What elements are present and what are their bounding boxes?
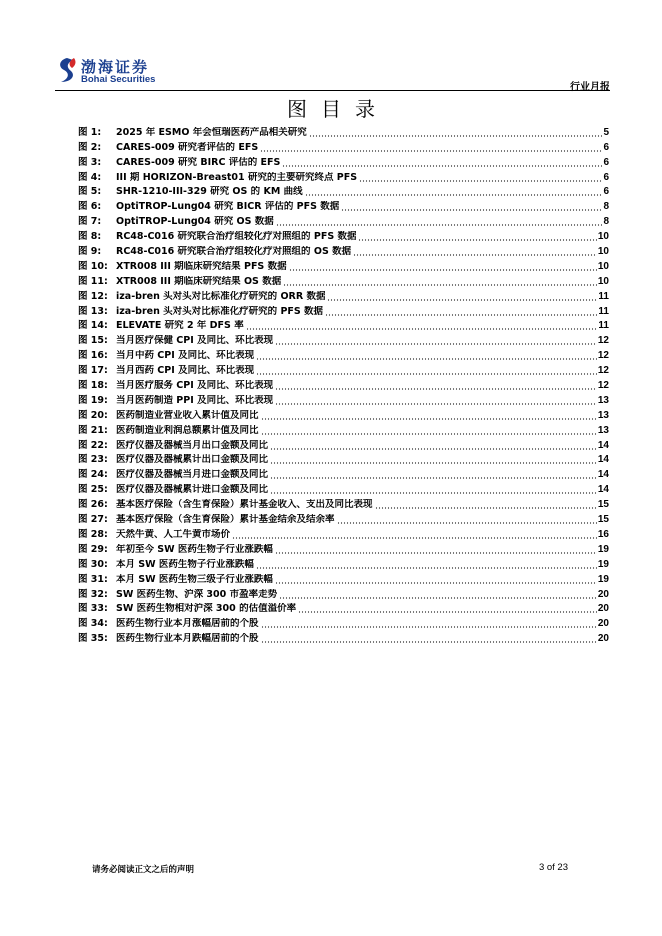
toc-dot-leader xyxy=(283,284,597,286)
toc-figure-number: 图 8: xyxy=(78,231,102,243)
toc-figure-title: iza-bren 头对头对比标准化疗研究的 ORR 数据 xyxy=(116,290,326,302)
toc-figure-number: 图 31: xyxy=(78,573,108,585)
toc-figure-title: SW 医药生物、沪深 300 市盈率走势 xyxy=(116,588,278,600)
toc-entry[interactable] xyxy=(78,139,609,154)
toc-dot-leader xyxy=(246,328,598,330)
toc-page-number: 19 xyxy=(597,543,609,555)
page-title: 图目录 xyxy=(287,97,389,121)
toc-figure-title: 年初至今 SW 医药生物子行业涨跌幅 xyxy=(116,543,273,555)
toc-entry[interactable] xyxy=(78,213,609,228)
toc-figure-number: 图 33: xyxy=(78,603,108,615)
toc-figure-title: 基本医疗保险（含生育保险）累计基金收入、支出及同比表现 xyxy=(116,499,373,511)
toc-page-number: 6 xyxy=(603,171,609,183)
toc-figure-number: 图 18: xyxy=(78,380,108,392)
toc-dot-leader xyxy=(359,180,602,182)
toc-figure-title: 2025 年 ESMO 年会恒瑞医药产品相关研究 xyxy=(116,126,307,138)
toc-entry[interactable] xyxy=(78,466,609,481)
toc-entry[interactable] xyxy=(78,615,609,630)
toc-page-number: 10 xyxy=(597,260,609,272)
toc-dot-leader xyxy=(270,477,597,479)
toc-entry[interactable] xyxy=(78,571,609,586)
toc-entry[interactable] xyxy=(78,586,609,601)
toc-entry[interactable] xyxy=(78,258,609,273)
toc-entry[interactable] xyxy=(78,169,609,184)
toc-page-number: 14 xyxy=(597,439,609,451)
toc-figure-number: 图 6: xyxy=(78,201,102,213)
toc-entry[interactable] xyxy=(78,243,609,258)
toc-figure-title: iza-bren 头对头对比标准化疗研究的 PFS 数据 xyxy=(116,305,324,317)
toc-page-number: 12 xyxy=(597,335,609,347)
toc-figure-number: 图 26: xyxy=(78,499,108,511)
bohai-logo-icon xyxy=(55,57,79,85)
toc-figure-title: 医药生物行业本月跌幅居前的个股 xyxy=(116,633,259,645)
toc-figure-title: CARES-009 研究 BIRC 评估的 EFS xyxy=(116,156,281,168)
toc-entry[interactable] xyxy=(78,511,609,526)
toc-figure-title: 当月中药 CPI 及同比、环比表现 xyxy=(116,350,255,362)
toc-figure-title: 当月医药制造 PPI 及同比、环比表现 xyxy=(116,394,274,406)
toc-figure-number: 图 35: xyxy=(78,633,108,645)
toc-page-number: 11 xyxy=(598,290,609,302)
toc-figure-title: 当月西药 CPI 及同比、环比表现 xyxy=(116,365,255,377)
toc-dot-leader xyxy=(275,582,597,584)
toc-page-number: 6 xyxy=(603,186,609,198)
page-header xyxy=(55,55,610,93)
toc-dot-leader xyxy=(256,567,597,569)
toc-figure-title: 医药制造业营业收入累计值及同比 xyxy=(116,409,259,421)
toc-page-number: 13 xyxy=(597,394,609,406)
toc-figure-title: 医药生物行业本月涨幅居前的个股 xyxy=(116,618,259,630)
toc-entry[interactable] xyxy=(78,452,609,467)
toc-figure-number: 图 15: xyxy=(78,335,108,347)
toc-page-number: 8 xyxy=(603,216,609,228)
toc-entry[interactable] xyxy=(78,541,609,556)
toc-figure-title: CARES-009 研究者评估的 EFS xyxy=(116,141,259,153)
toc-entry[interactable] xyxy=(78,630,609,645)
toc-dot-leader xyxy=(270,448,597,450)
toc-dot-leader xyxy=(327,299,597,301)
toc-figure-number: 图 23: xyxy=(78,454,108,466)
toc-page-number: 19 xyxy=(597,558,609,570)
toc-dot-leader xyxy=(358,239,596,241)
toc-figure-title: 本月 SW 医药生物子行业涨跌幅 xyxy=(116,558,254,570)
toc-page-number: 10 xyxy=(597,231,609,243)
header-divider xyxy=(55,90,610,91)
toc-page-number: 5 xyxy=(603,126,609,138)
toc-figure-title: RC48-C016 研究联合治疗组较化疗对照组的 PFS 数据 xyxy=(116,231,357,243)
toc-figure-number: 图 7: xyxy=(78,216,102,228)
toc-entry[interactable] xyxy=(78,347,609,362)
toc-figure-number: 图 4: xyxy=(78,171,102,183)
toc-figure-title: SW 医药生物相对沪深 300 的估值溢价率 xyxy=(116,603,297,615)
toc-figure-title: 基本医疗保险（含生育保险）累计基金结余及结余率 xyxy=(116,514,335,526)
toc-figure-title: 当月医疗服务 CPI 及同比、环比表现 xyxy=(116,380,274,392)
toc-dot-leader xyxy=(261,433,597,435)
toc-dot-leader xyxy=(309,135,603,137)
toc-page-number: 12 xyxy=(597,380,609,392)
logo-chinese-text: 渤海证券 xyxy=(81,58,150,76)
toc-dot-leader xyxy=(260,150,602,152)
toc-page-number: 6 xyxy=(603,141,609,153)
toc-figure-number: 图 25: xyxy=(78,484,108,496)
toc-dot-leader xyxy=(261,626,597,628)
toc-dot-leader xyxy=(289,269,597,271)
toc-entry[interactable] xyxy=(78,556,609,571)
toc-figure-title: 天然牛黄、人工牛黄市场价 xyxy=(116,528,231,540)
toc-page-number: 12 xyxy=(597,350,609,362)
toc-entry[interactable] xyxy=(78,496,609,511)
toc-entry[interactable] xyxy=(78,318,609,333)
toc-entry[interactable] xyxy=(78,303,609,318)
toc-dot-leader xyxy=(261,641,597,643)
toc-entry[interactable] xyxy=(78,273,609,288)
toc-dot-leader xyxy=(256,358,597,360)
toc-figure-title: XTR008 III 期临床研究结果 OS 数据 xyxy=(116,275,282,287)
toc-figure-number: 图 10: xyxy=(78,260,108,272)
toc-figure-number: 图 17: xyxy=(78,365,108,377)
toc-page-number: 14 xyxy=(597,469,609,481)
toc-entry[interactable] xyxy=(78,332,609,347)
toc-entry[interactable] xyxy=(78,392,609,407)
toc-entry[interactable] xyxy=(78,184,609,199)
toc-dot-leader xyxy=(275,343,597,345)
toc-dot-leader xyxy=(279,597,597,599)
bohai-securities-logo xyxy=(55,55,185,89)
disclaimer-note: 请务必阅读正文之后的声明 xyxy=(92,865,195,875)
toc-page-number: 11 xyxy=(598,305,609,317)
toc-figure-number: 图 34: xyxy=(78,618,108,630)
toc-figure-title: OptiTROP-Lung04 研究 BICR 评估的 PFS 数据 xyxy=(116,201,340,213)
toc-dot-leader xyxy=(325,314,597,316)
toc-figure-title: 医疗仪器及器械当月出口金额及同比 xyxy=(116,439,269,451)
toc-entry[interactable] xyxy=(78,198,609,213)
toc-dot-leader xyxy=(298,611,597,613)
toc-figure-number: 图 19: xyxy=(78,394,108,406)
toc-figure-number: 图 22: xyxy=(78,439,108,451)
toc-figure-title: 医疗仪器及器械当月进口金额及同比 xyxy=(116,469,269,481)
toc-page-number: 16 xyxy=(597,528,609,540)
toc-page-number: 14 xyxy=(597,484,609,496)
toc-dot-leader xyxy=(256,373,597,375)
toc-figure-number: 图 12: xyxy=(78,290,108,302)
toc-page-number: 14 xyxy=(597,454,609,466)
toc-figure-title: SHR-1210-III-329 研究 OS 的 KM 曲线 xyxy=(116,186,303,198)
toc-page-number: 20 xyxy=(597,603,609,615)
toc-figure-title: ELEVATE 研究 2 年 DFS 率 xyxy=(116,320,244,332)
logo-english-text: Bohai Securities xyxy=(81,74,156,85)
toc-dot-leader xyxy=(375,507,597,509)
toc-dot-leader xyxy=(270,492,597,494)
toc-entry[interactable] xyxy=(78,601,609,616)
toc-entry[interactable] xyxy=(78,124,609,139)
toc-entry[interactable] xyxy=(78,481,609,496)
toc-dot-leader xyxy=(275,388,597,390)
page-number: 3 of 23 xyxy=(538,862,568,873)
toc-figure-number: 图 16: xyxy=(78,350,108,362)
toc-dot-leader xyxy=(341,209,602,211)
toc-dot-leader xyxy=(276,224,603,226)
toc-figure-number: 图 9: xyxy=(78,246,102,258)
toc-page-number: 15 xyxy=(597,514,609,526)
toc-page-number: 8 xyxy=(603,201,609,213)
toc-figure-title: 当月医疗保健 CPI 及同比、环比表现 xyxy=(116,335,274,347)
toc-page-number: 11 xyxy=(598,320,609,332)
toc-figure-number: 图 24: xyxy=(78,469,108,481)
figure-list xyxy=(78,124,609,645)
toc-figure-number: 图 27: xyxy=(78,514,108,526)
toc-dot-leader xyxy=(305,194,603,196)
toc-dot-leader xyxy=(232,537,597,539)
toc-figure-title: XTR008 III 期临床研究结果 PFS 数据 xyxy=(116,260,287,272)
toc-entry[interactable] xyxy=(78,526,609,541)
toc-entry[interactable] xyxy=(78,437,609,452)
toc-figure-number: 图 14: xyxy=(78,320,108,332)
toc-figure-number: 图 32: xyxy=(78,588,108,600)
toc-page-number: 13 xyxy=(597,424,609,436)
toc-figure-title: III 期 HORIZON-Breast01 研究的主要研究终点 PFS xyxy=(116,171,358,183)
toc-figure-title: 医疗仪器及器械累计进口金额及同比 xyxy=(116,484,269,496)
toc-entry[interactable] xyxy=(78,228,609,243)
toc-figure-number: 图 1: xyxy=(78,126,102,138)
toc-entry[interactable] xyxy=(78,422,609,437)
toc-page-number: 10 xyxy=(597,246,609,258)
toc-figure-number: 图 29: xyxy=(78,543,108,555)
toc-figure-number: 图 2: xyxy=(78,141,102,153)
toc-dot-leader xyxy=(353,254,597,256)
toc-page-number: 20 xyxy=(597,588,609,600)
toc-figure-title: 医疗仪器及器械累计出口金额及同比 xyxy=(116,454,269,466)
toc-page-number: 13 xyxy=(597,409,609,421)
toc-figure-number: 图 13: xyxy=(78,305,108,317)
toc-dot-leader xyxy=(282,165,602,167)
toc-figure-number: 图 28: xyxy=(78,528,108,540)
toc-figure-title: 本月 SW 医药生物三级子行业涨跌幅 xyxy=(116,573,273,585)
toc-page-number: 19 xyxy=(597,573,609,585)
toc-page-number: 15 xyxy=(597,499,609,511)
toc-figure-title: OptiTROP-Lung04 研究 OS 数据 xyxy=(116,216,274,228)
toc-figure-number: 图 20: xyxy=(78,409,108,421)
toc-page-number: 20 xyxy=(597,633,609,645)
toc-figure-title: RC48-C016 研究联合治疗组较化疗对照组的 OS 数据 xyxy=(116,246,352,258)
toc-figure-number: 图 30: xyxy=(78,558,108,570)
toc-figure-number: 图 11: xyxy=(78,275,108,287)
toc-entry[interactable] xyxy=(78,377,609,392)
toc-page-number: 12 xyxy=(597,365,609,377)
report-type-label: 行业月报 xyxy=(570,82,610,93)
toc-page-number: 10 xyxy=(597,275,609,287)
toc-page-number: 6 xyxy=(603,156,609,168)
toc-dot-leader xyxy=(275,403,597,405)
toc-figure-number: 图 3: xyxy=(78,156,102,168)
toc-dot-leader xyxy=(275,552,597,554)
toc-page-number: 20 xyxy=(597,618,609,630)
toc-entry[interactable] xyxy=(78,407,609,422)
toc-entry[interactable] xyxy=(78,362,609,377)
toc-figure-number: 图 21: xyxy=(78,424,108,436)
toc-dot-leader xyxy=(261,418,597,420)
toc-figure-number: 图 5: xyxy=(78,186,102,198)
toc-entry[interactable] xyxy=(78,288,609,303)
toc-figure-title: 医药制造业利润总额累计值及同比 xyxy=(116,424,259,436)
toc-dot-leader xyxy=(337,522,597,524)
toc-entry[interactable] xyxy=(78,154,609,169)
toc-dot-leader xyxy=(270,462,597,464)
